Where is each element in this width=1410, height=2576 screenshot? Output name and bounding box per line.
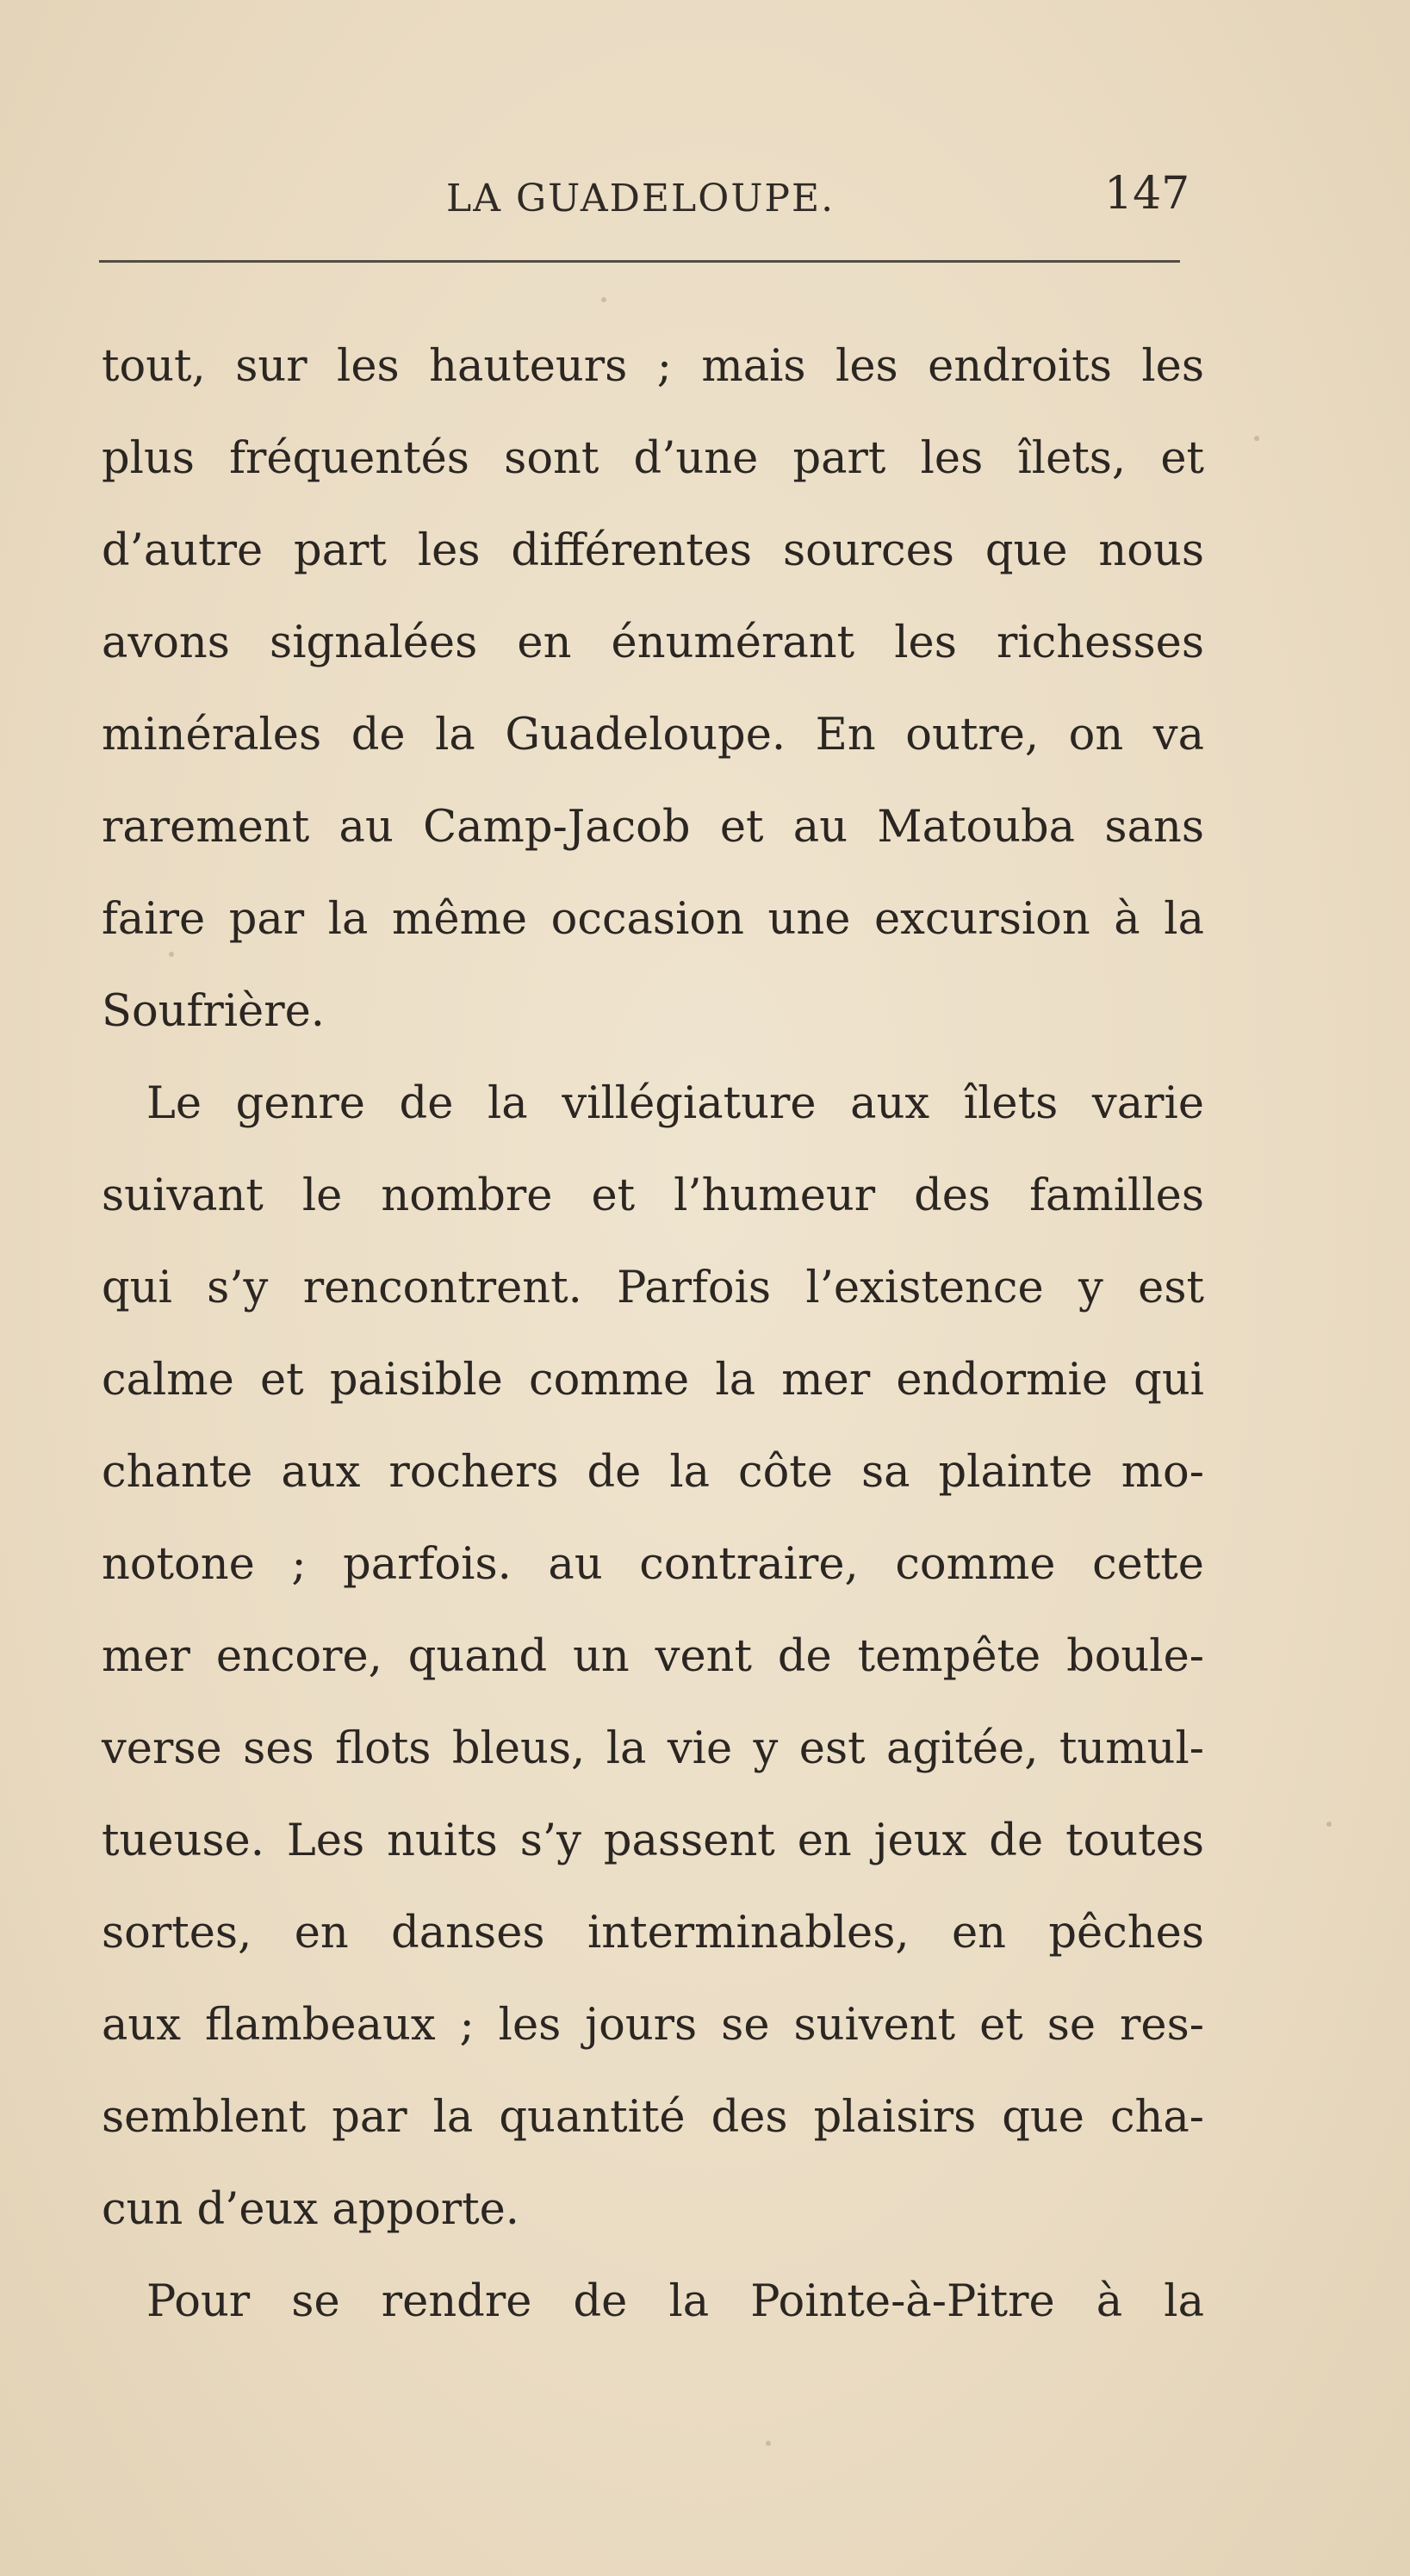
body-text — [102, 320, 1204, 2348]
text-line: sortes, en danses interminables, en pêches — [102, 1908, 1204, 1958]
text-line: semblent par la quantité des plaisirs que cha- — [102, 2092, 1204, 2143]
text-line: d’autre part les différentes sources que nous — [102, 525, 1204, 576]
text-line: avons signalées en énumérant les richesses — [102, 618, 1204, 668]
text-line: calme et paisible comme la mer endormie qui — [102, 1355, 1204, 1406]
text-line: mer encore, quand un vent de tempête boule- — [102, 1631, 1204, 1682]
text-line: faire par la même occasion une excursion à la — [102, 894, 1204, 945]
text-line: plus fréquentés sont d’une part les îlets, et — [102, 433, 1204, 484]
running-title: LA GUADELOUPE. — [446, 177, 835, 220]
paper-speck — [1326, 1822, 1332, 1827]
text-line: tueuse. Les nuits s’y passent en jeux de toutes — [102, 1816, 1204, 1866]
text-line: notone ; parfois. au contraire, comme cette — [102, 1539, 1204, 1590]
text-line: aux flambeaux ; les jours se suivent et se res- — [102, 2000, 1204, 2051]
text-line: Le genre de la villégiature aux îlets varie — [146, 1078, 1204, 1129]
paragraph-2 — [102, 1058, 1204, 2256]
text-line: verse ses flots bleus, la vie y est agitée, tumul- — [102, 1723, 1204, 1774]
running-head — [0, 168, 1410, 228]
paragraph-3 — [102, 2256, 1204, 2348]
text-line: Soufrière. — [102, 986, 326, 1037]
text-line: rarement au Camp-Jacob et au Matouba sans — [102, 802, 1204, 853]
paper-speck — [766, 2441, 771, 2446]
header-rule — [99, 260, 1180, 263]
paper-speck — [169, 952, 174, 957]
text-line: chante aux rochers de la côte sa plainte mo- — [102, 1447, 1204, 1498]
text-line: cun d’eux apporte. — [102, 2184, 519, 2235]
paper-speck — [1254, 436, 1259, 441]
text-line: qui s’y rencontrent. Parfois l’existence y est — [102, 1263, 1204, 1313]
paper-speck — [601, 297, 606, 302]
text-line: minérales de la Guadeloupe. En outre, on va — [102, 710, 1204, 760]
page-number: 147 — [1104, 168, 1190, 220]
text-line: tout, sur les hauteurs ; mais les endroits les — [102, 341, 1204, 392]
paragraph-1 — [102, 320, 1204, 1058]
text-line: Pour se rendre de la Pointe-à-Pitre à la — [146, 2276, 1204, 2327]
text-line: suivant le nombre et l’humeur des familles — [102, 1170, 1204, 1221]
